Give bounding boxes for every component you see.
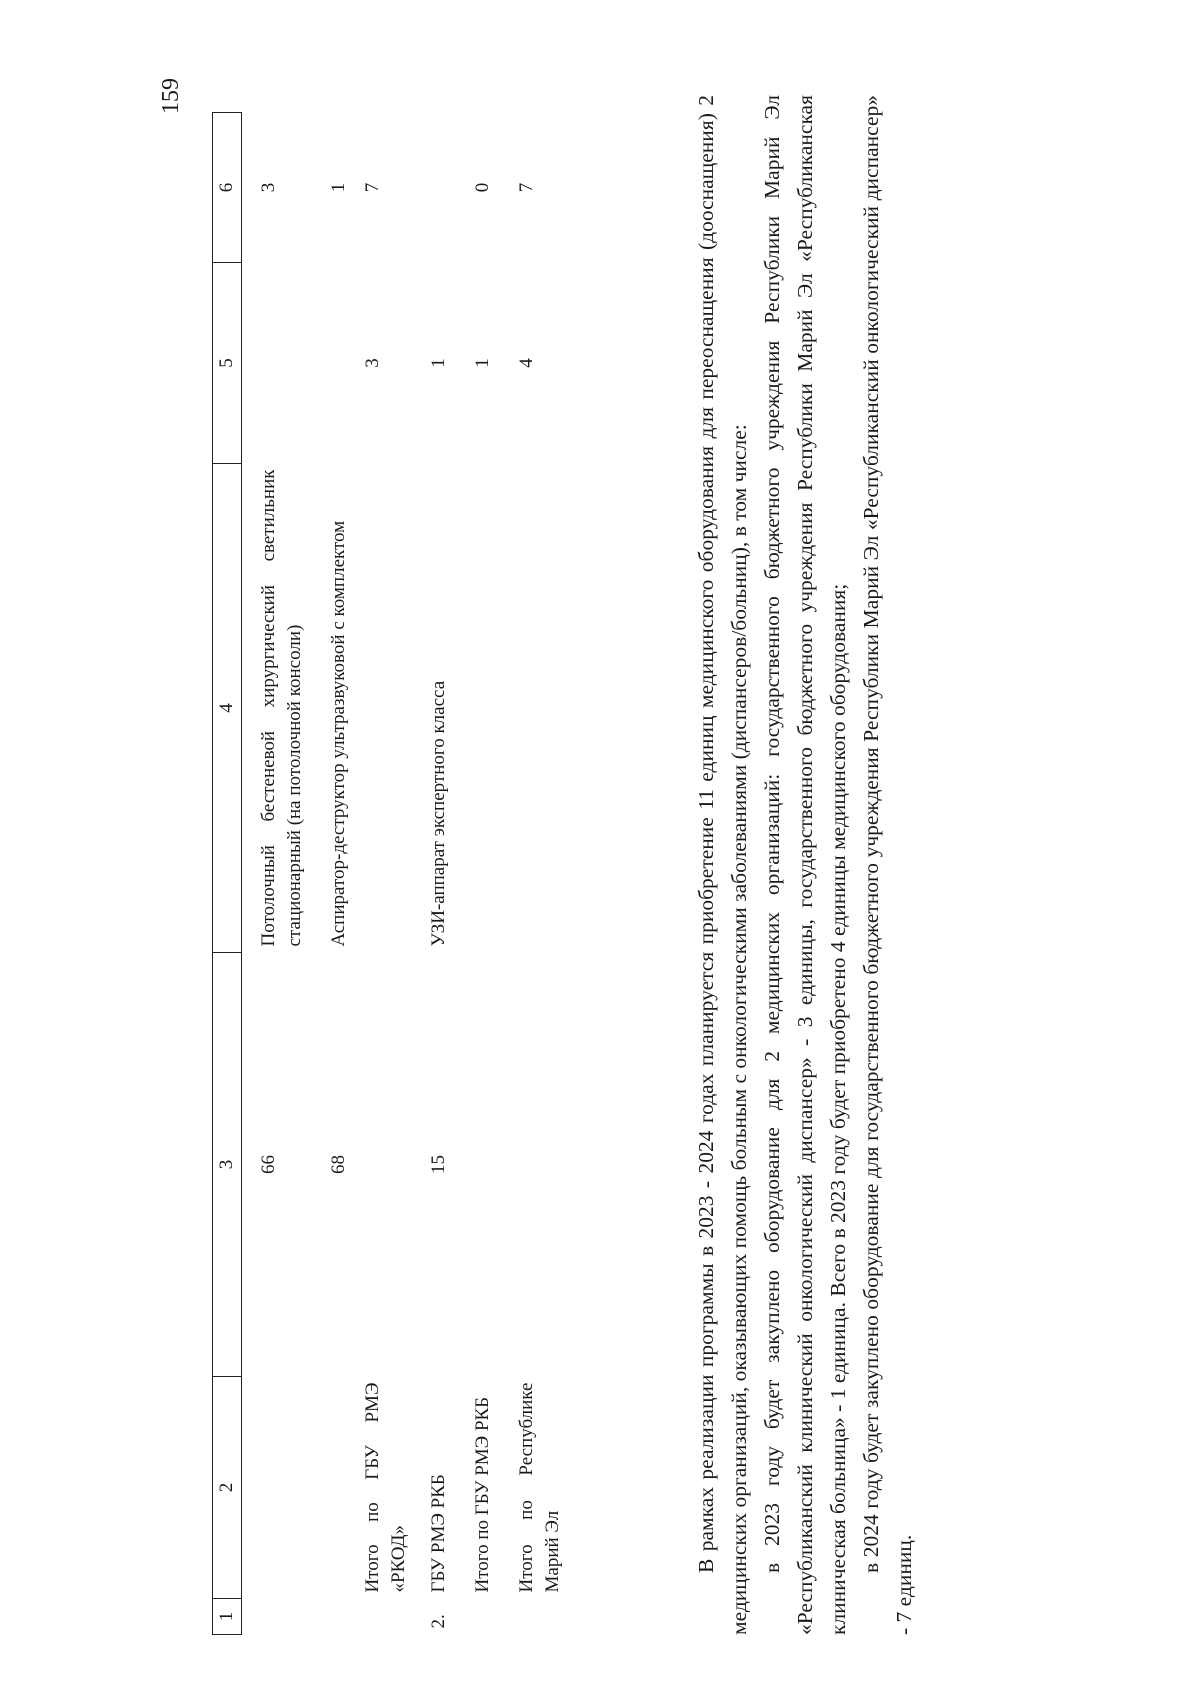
table-row-total [500, 113, 570, 1635]
table-row [416, 113, 456, 1635]
cell-count-2024: 3 [258, 182, 279, 193]
cell-count-2023: 1 [428, 358, 449, 368]
cell-count-2023 [242, 263, 313, 464]
cell-count-2023 [312, 263, 356, 464]
cell-number [242, 1599, 313, 1635]
table-row [242, 113, 313, 1635]
cell-number: 2. [428, 1614, 449, 1629]
column-header: 5 [213, 263, 242, 464]
paragraph: В рамках реализации программы в 2023 - 2024 годах планируется приобретение 11 единиц медицинского оборудования для переоснащения (дооснащения) 2 медицинских организаций, оказывающих помощь больным с онкологическими заболеваниями (диспансеров/больниц), в том числе: [694, 95, 751, 1635]
cell-count-2024: 0 [472, 182, 493, 193]
cell-organization: Итого по Республике Марий Эл [516, 1382, 563, 1593]
cell-count-2023: 1 [472, 358, 493, 368]
cell-equipment: Аспиратор-деструктор ультразвуковой с комплектом [328, 520, 349, 947]
column-header: 4 [213, 464, 242, 953]
cell-number [500, 1599, 570, 1635]
table-header-row [213, 113, 242, 1635]
cell-code: 66 [258, 1155, 279, 1174]
table-row-total [356, 113, 416, 1635]
cell-number [312, 1599, 356, 1635]
column-header: 1 [213, 1599, 242, 1635]
cell-code [456, 953, 500, 1377]
paragraph: в 2023 году будет закуплено оборудование для 2 медицинских организаций: государственного бюджетного учреждения Республики Марий Эл «Республиканский клинический онкологический диспансер» - 3 единицы, государственного бюджетного учреждения Республики Марий Эл «Республиканская клиническая больница» - 1 единица. Всего в 2023 году будет приобретено 4 единицы медицинского оборудования; [760, 95, 850, 1635]
cell-number [456, 1599, 500, 1635]
cell-equipment [456, 464, 500, 953]
cell-count-2024 [416, 113, 456, 263]
cell-equipment [356, 464, 416, 953]
cell-code [356, 953, 416, 1377]
cell-organization [242, 1377, 313, 1599]
cell-equipment: Потолочный бестеневой хирургический светильник стационарный (на потолочной консоли) [258, 469, 305, 947]
cell-equipment [500, 464, 570, 953]
cell-organization [312, 1377, 356, 1599]
cell-organization: Итого по ГБУ РМЭ «РКОД» [362, 1382, 409, 1593]
cell-count-2024: 1 [328, 182, 349, 193]
cell-organization: ГБУ РМЭ РКБ [428, 1474, 449, 1593]
cell-number [356, 1599, 416, 1635]
cell-count-2024: 7 [516, 182, 537, 193]
paragraph: в 2024 году будет закуплено оборудование для государственного бюджетного учреждения Республики Марий Эл «Республиканский онкологический диспансер» - 7 единиц. [859, 95, 916, 1635]
body-text [690, 95, 921, 1635]
column-header: 2 [213, 1377, 242, 1599]
table-row [312, 113, 356, 1635]
table-row-total [456, 113, 500, 1635]
cell-count-2024: 7 [362, 182, 383, 193]
column-header: 3 [213, 953, 242, 1377]
cell-count-2023: 4 [516, 358, 537, 368]
cell-code: 15 [428, 1155, 449, 1174]
cell-equipment: УЗИ-аппарат экспертного класса [428, 680, 449, 947]
column-header: 6 [213, 113, 242, 263]
cell-count-2023: 3 [362, 358, 383, 368]
page-number: 159 [158, 78, 184, 114]
cell-code [500, 953, 570, 1377]
cell-organization: Итого по ГБУ РМЭ РКБ [472, 1396, 493, 1593]
cell-code: 68 [328, 1155, 349, 1174]
equipment-table [212, 112, 570, 1635]
